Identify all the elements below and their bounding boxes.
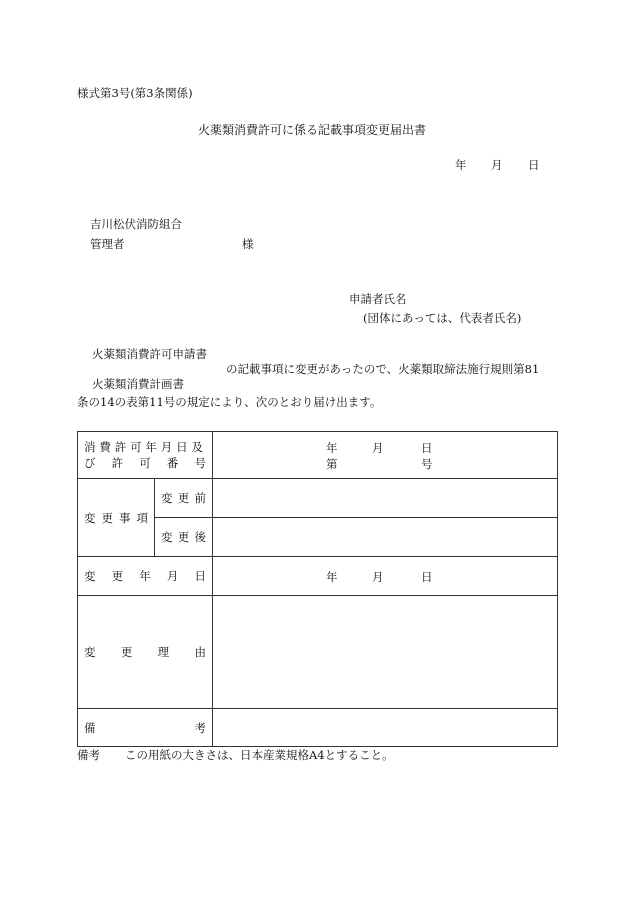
before-value-cell[interactable] (213, 479, 558, 518)
date-day-label: 日 (528, 158, 540, 172)
table-row-change-date (78, 557, 558, 596)
document-title: 火薬類消費許可に係る記載事項変更届出書 (198, 123, 427, 137)
permit-year-label: 年 (326, 441, 338, 455)
reason-label: 変更理由 (84, 645, 206, 659)
form-number: 様式第3号(第3条関係) (77, 86, 193, 100)
change-date-label-cell (78, 557, 213, 596)
change-date-label: 変更年月日 (84, 569, 206, 583)
addressee-honorific: 様 (242, 237, 254, 251)
permit-number-suffix: 号 (421, 457, 433, 471)
table-row-remarks (78, 709, 558, 747)
body-middle-text: の記載事項に変更があったので、火薬類取締法施行規則第81 (226, 362, 540, 376)
permit-value-cell[interactable] (213, 432, 558, 479)
permit-label-line2: び許可番号 (84, 456, 206, 470)
change-year-label: 年 (326, 570, 338, 584)
after-value-cell[interactable] (213, 518, 558, 557)
remarks-value-cell[interactable] (213, 709, 558, 747)
applicant-group-note: (団体にあっては、代表者氏名) (363, 311, 522, 325)
permit-label-line1: 消費許可年月日及 (84, 440, 206, 454)
reason-label-cell (78, 596, 213, 709)
permit-label-cell (78, 432, 213, 479)
reason-value-cell[interactable] (213, 596, 558, 709)
permit-month-label: 月 (372, 441, 384, 455)
footer-note-label: 備考 (77, 748, 100, 762)
change-item-label: 変更事項 (84, 510, 148, 525)
after-label-cell (155, 518, 213, 557)
applicant-name-label: 申請者氏名 (349, 292, 407, 306)
change-item-label-cell (78, 479, 155, 557)
change-month-label: 月 (372, 570, 384, 584)
remarks-label: 備考 (84, 720, 206, 735)
table-row-reason (78, 596, 558, 709)
change-form-table (77, 431, 558, 747)
table-row-permit (78, 432, 558, 479)
body-line-2: 条の14の表第11号の規定により、次のとおり届け出ます。 (77, 395, 382, 409)
before-label: 変更前 (161, 491, 206, 505)
permit-number-prefix: 第 (326, 457, 338, 471)
after-label: 変更後 (161, 530, 206, 544)
body-option-application: 火薬類消費許可申請書 (92, 347, 207, 361)
table-row-change-before (78, 479, 558, 518)
before-label-cell (155, 479, 213, 518)
body-option-plan: 火薬類消費計画書 (92, 377, 184, 391)
date-year-label: 年 (455, 158, 467, 172)
change-day-label: 日 (421, 570, 433, 584)
remarks-label-cell (78, 709, 213, 747)
date-month-label: 月 (491, 158, 503, 172)
addressee-manager: 管理者 (90, 237, 125, 251)
footer-note-text: この用紙の大きさは、日本産業規格A4とすること。 (125, 748, 394, 762)
change-date-value-cell[interactable] (213, 557, 558, 596)
addressee-organization: 吉川松伏消防組合 (90, 217, 182, 231)
permit-day-label: 日 (421, 441, 433, 455)
